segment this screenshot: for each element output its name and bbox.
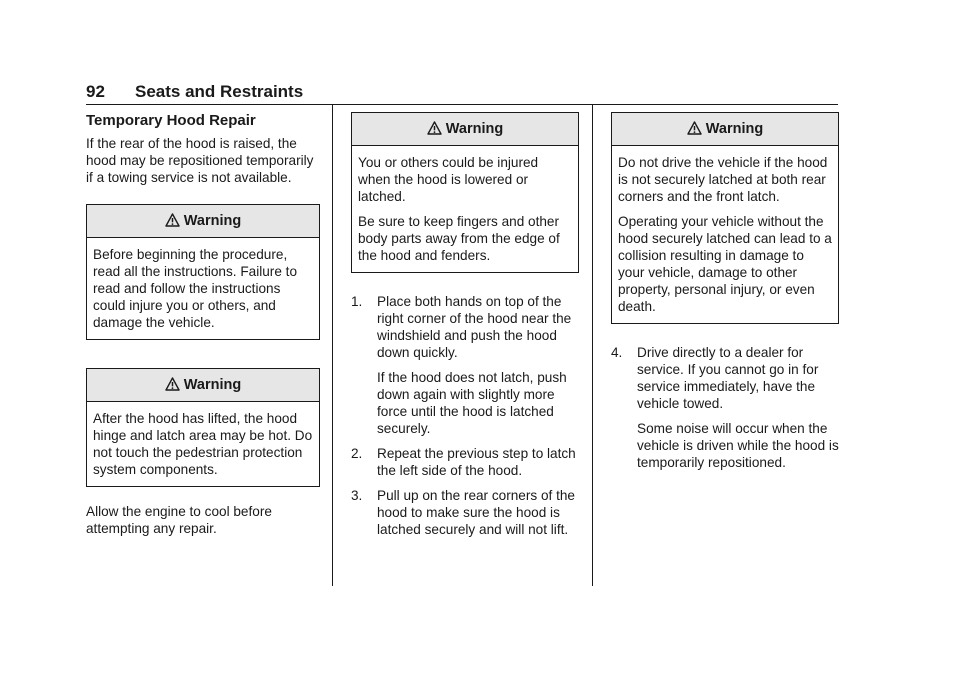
- warning-body: [87, 402, 319, 486]
- warning-text: Be sure to keep fingers and other body parts away from the edge of the hood and fenders.: [358, 214, 560, 263]
- warning-title: Warning: [183, 376, 242, 393]
- warning-text: Operating your vehicle without the hood securely latched can lead to a collision resulting in damage to your vehicle, damage to other property, personal injury, or even death.: [618, 214, 832, 314]
- step-text: Place both hands on top of the right corner of the hood near the windshield and push the hood down quickly.: [377, 294, 572, 360]
- column-1: [86, 112, 320, 537]
- column-2: [351, 112, 579, 546]
- warning-triangle-icon: [165, 377, 180, 391]
- page-number: 92: [86, 82, 105, 101]
- list-item: [351, 487, 579, 538]
- step-number: 1.: [351, 294, 363, 309]
- warning-header: [352, 113, 578, 146]
- chapter-title: Seats and Restraints: [135, 82, 304, 101]
- warning-body: [612, 146, 838, 323]
- warning-header: [87, 205, 319, 238]
- intro-paragraph: If the rear of the hood is raised, the hood may be repositioned temporarily if a towing service is not available.: [86, 136, 314, 185]
- section-heading: Temporary Hood Repair: [86, 112, 256, 129]
- warning-box: [611, 112, 839, 324]
- list-item: [611, 344, 839, 471]
- step-number: 4.: [611, 345, 623, 360]
- warning-box: [86, 204, 320, 340]
- warning-body: [87, 238, 319, 339]
- warning-box: [86, 368, 320, 487]
- warning-text: Do not drive the vehicle if the hood is not securely latched at both rear corners and the front latch.: [618, 155, 828, 204]
- warning-text: After the hood has lifted, the hood hinge and latch area may be hot. Do not touch the pedestrian protection system components.: [93, 411, 313, 477]
- warning-text: Before beginning the procedure, read all the instructions. Failure to read and follow the instructions could injure you or others, and damage the vehicle.: [93, 247, 298, 330]
- step-note: Some noise will occur when the vehicle is driven while the hood is temporarily repositioned.: [637, 421, 839, 470]
- step-number: 2.: [351, 446, 363, 461]
- warning-body: [352, 146, 578, 272]
- warning-header: [612, 113, 838, 146]
- column-3: [611, 112, 839, 479]
- warning-title: Warning: [705, 120, 764, 137]
- column-divider: [332, 104, 333, 586]
- warning-triangle-icon: [427, 121, 442, 135]
- page-header: [86, 82, 838, 105]
- step-text: Drive directly to a dealer for service. If you cannot go in for service immediately, have the vehicle towed.: [637, 345, 819, 411]
- step-text: Pull up on the rear corners of the hood to make sure the hood is latched securely and will not lift.: [377, 488, 575, 537]
- list-item: [351, 293, 579, 437]
- warning-box: [351, 112, 579, 273]
- warning-triangle-icon: [687, 121, 702, 135]
- warning-text: You or others could be injured when the hood is lowered or latched.: [358, 155, 539, 204]
- warning-title: Warning: [183, 212, 242, 229]
- step-number: 3.: [351, 488, 363, 503]
- step-list: [611, 344, 839, 471]
- list-item: [351, 445, 579, 479]
- step-text: Repeat the previous step to latch the left side of the hood.: [377, 446, 576, 478]
- step-note: If the hood does not latch, push down again with slightly more force until the hood is latched securely.: [377, 370, 567, 436]
- outro-paragraph: Allow the engine to cool before attempting any repair.: [86, 504, 272, 536]
- warning-header: [87, 369, 319, 402]
- warning-title: Warning: [445, 120, 504, 137]
- warning-triangle-icon: [165, 213, 180, 227]
- step-list: [351, 293, 579, 538]
- column-divider: [592, 104, 593, 586]
